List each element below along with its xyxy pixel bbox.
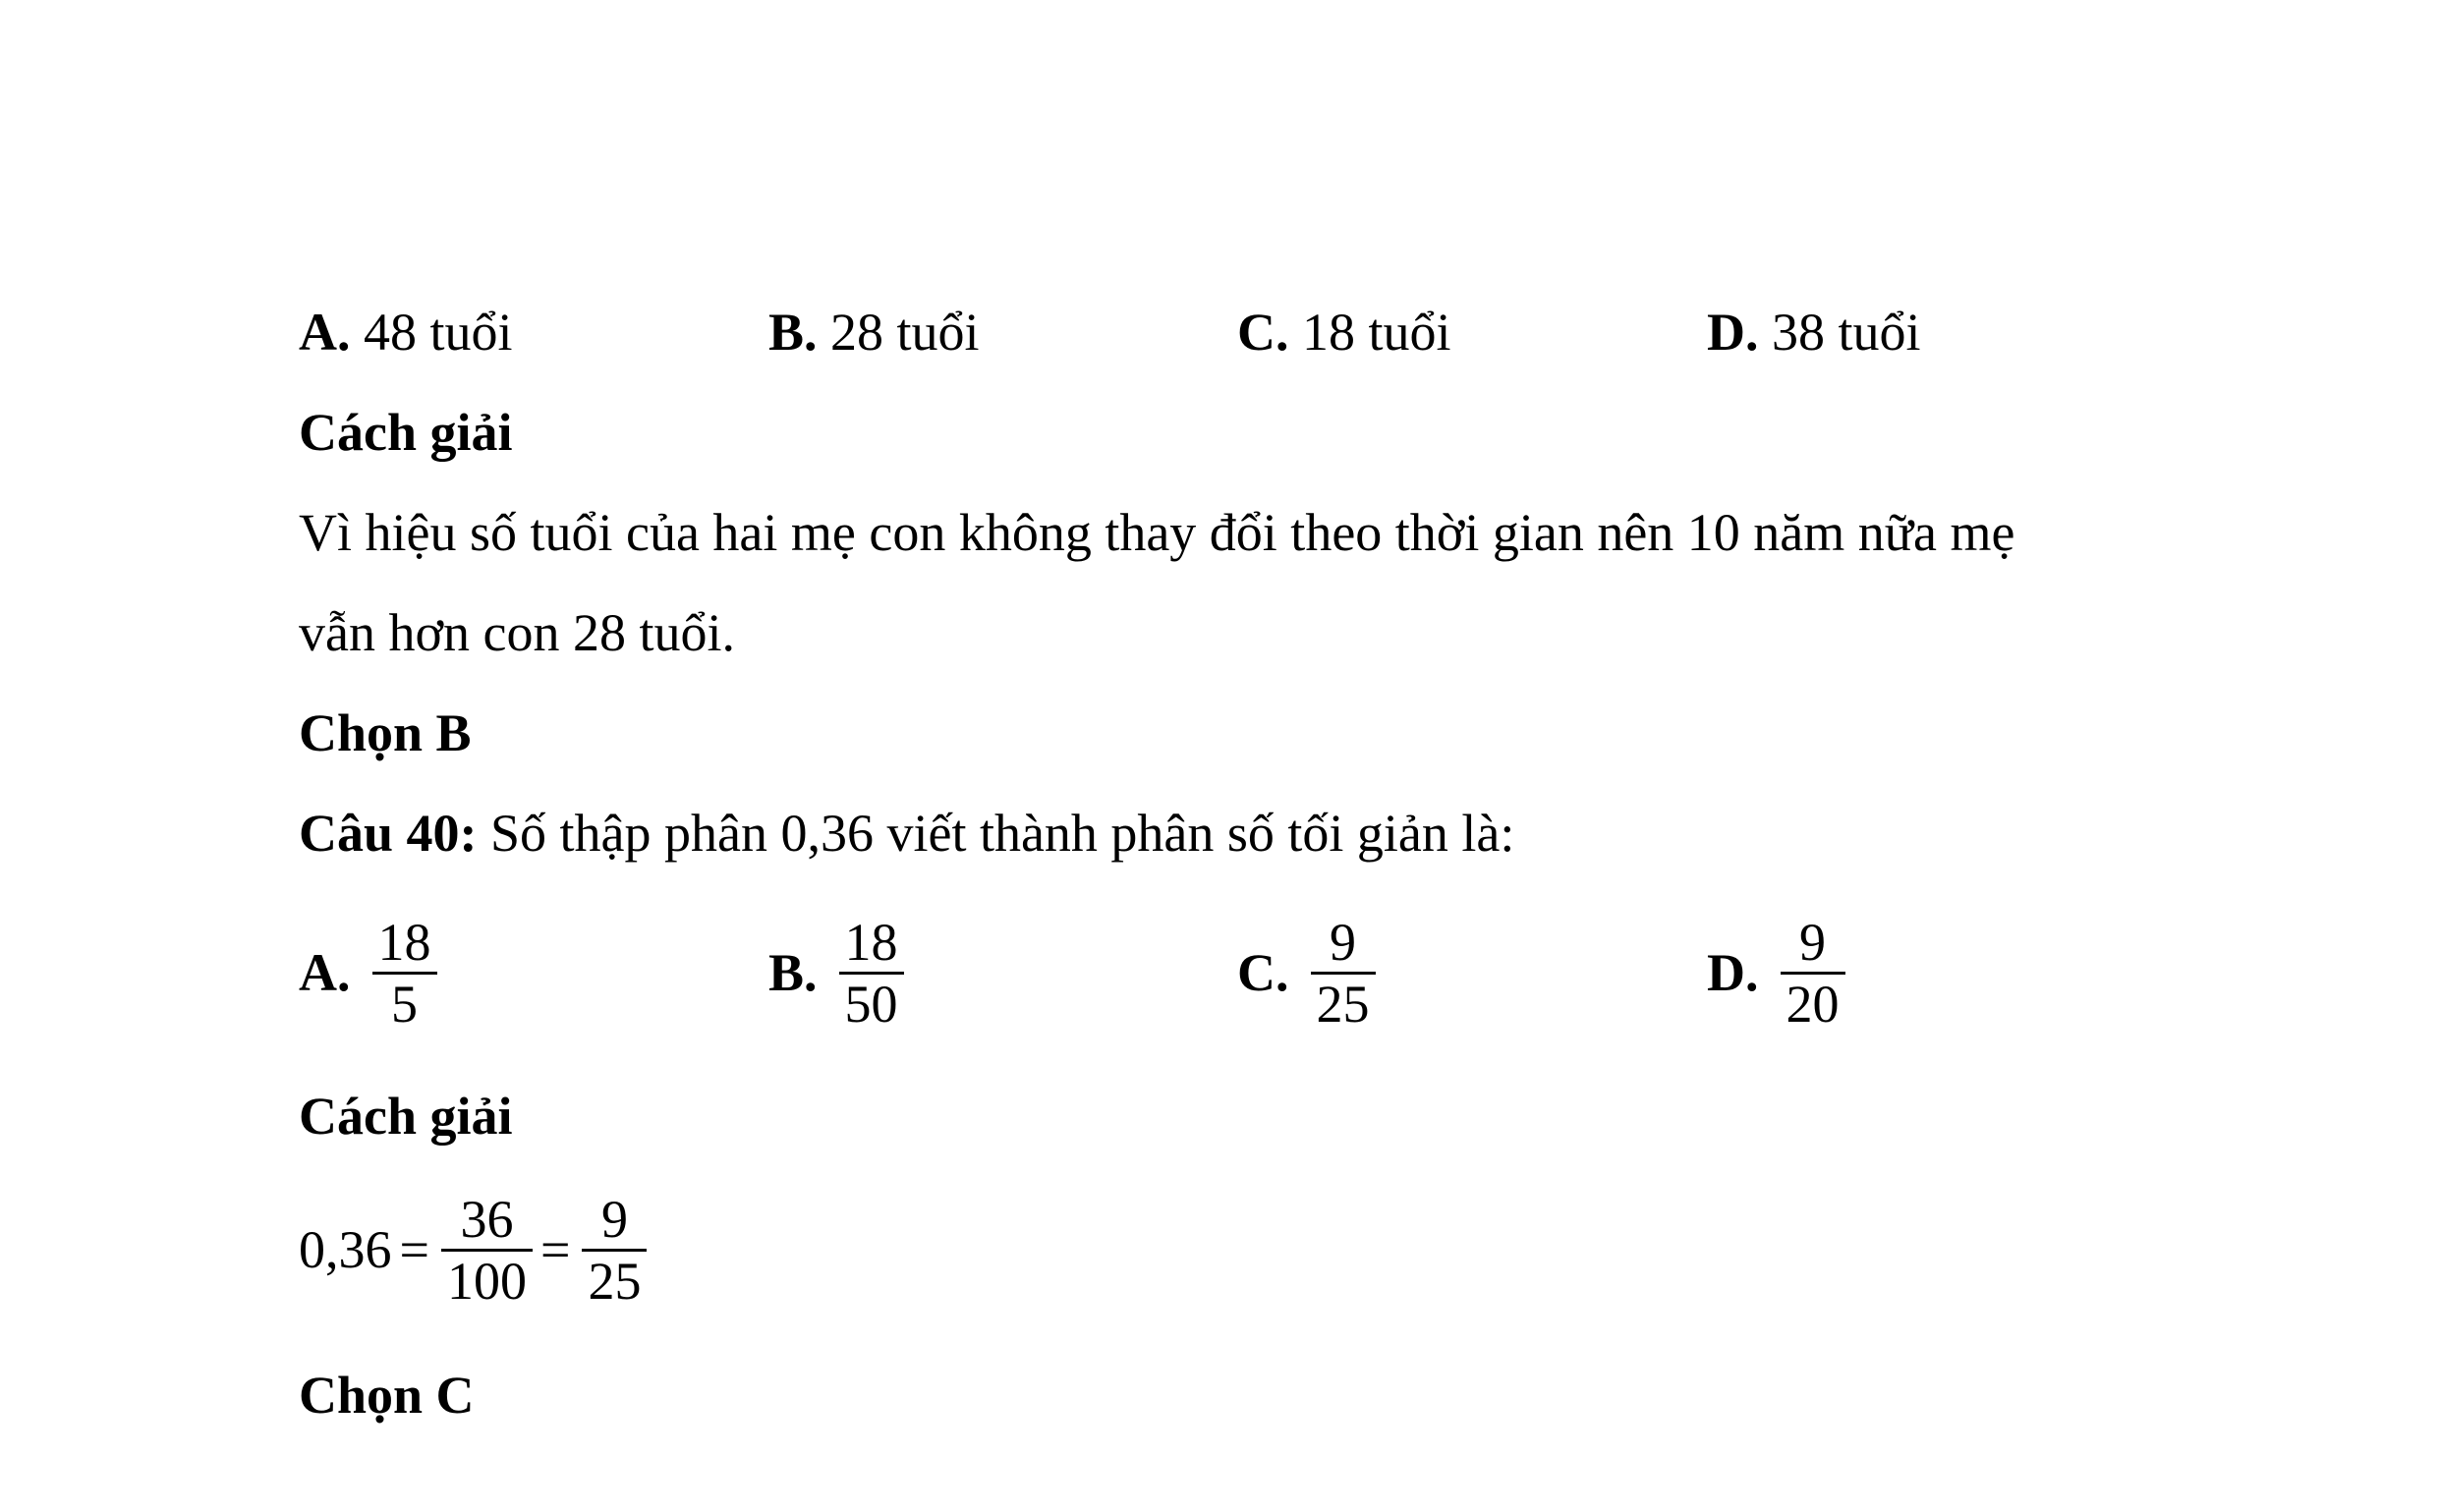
option-text: 48 tuổi [364,303,513,362]
option-b [768,301,980,364]
numerator: 18 [377,912,431,972]
option-letter: C. [1237,943,1289,1002]
fraction [1311,913,1376,1034]
decimal-value: 0,36 [299,1220,392,1279]
solution-text-line-2: vẫn hơn con 28 tuổi. [299,603,735,662]
numerator: 9 [600,1189,628,1249]
option-text: 28 tuổi [830,303,980,362]
fraction-option-d [1707,904,1845,1041]
option-letter: C. [1237,303,1289,362]
option-a [299,301,513,364]
fraction-option-c [1237,904,1376,1041]
solution-heading: Cách giải [299,1087,513,1146]
numerator: 9 [1799,912,1826,972]
denominator: 25 [1316,974,1370,1034]
denominator: 25 [588,1251,642,1311]
fraction [582,1190,647,1311]
answer-choice: Chọn C [299,1366,475,1425]
fraction [1781,913,1845,1034]
numerator: 36 [460,1189,514,1249]
denominator: 20 [1786,974,1840,1034]
fraction-option-a [299,904,437,1041]
option-d [1707,301,1921,364]
option-letter: B. [768,303,818,362]
question-label: Câu 40: [299,804,478,863]
option-text: 38 tuổi [1772,303,1921,362]
option-letter: A. [299,303,351,362]
denominator: 50 [844,974,898,1034]
equals-sign: = [539,1220,571,1279]
denominator: 5 [391,974,418,1034]
answer-choice: Chọn B [299,703,472,762]
numerator: 18 [844,912,898,972]
option-c [1237,301,1451,364]
option-letter: D. [1707,303,1759,362]
question-40 [299,802,1514,865]
numerator: 9 [1330,912,1356,972]
question-text: Số thập phân 0,36 viết thành phân số tối giản là: [477,804,1515,863]
fraction [441,1190,533,1311]
option-letter: B. [768,943,818,1002]
solution-heading: Cách giải [299,403,513,462]
solution-text-line-1: Vì hiệu số tuổi của hai mẹ con không thay đổi theo thời gian nên 10 năm nữa mẹ [299,503,2015,562]
denominator: 100 [446,1251,527,1311]
equals-sign: = [399,1220,429,1279]
option-text: 18 tuổi [1302,303,1451,362]
fraction [839,913,904,1034]
option-letter: A. [299,943,351,1002]
fraction [372,913,437,1034]
solution-equation [299,1181,647,1318]
option-letter: D. [1707,943,1759,1002]
fraction-option-b [768,904,904,1041]
